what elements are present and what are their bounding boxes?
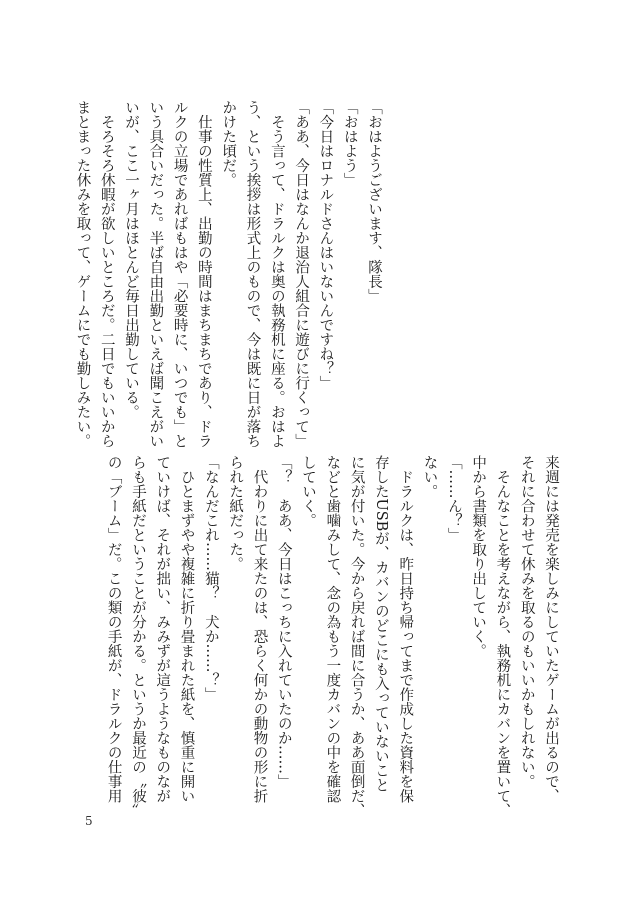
text-line: 「ああ、今日はなんか退治人組合に遊びに行くって」 — [293, 100, 310, 448]
text-line: まとまった休みを取って、ゲームにでも勤しみたい。 — [74, 100, 91, 448]
text-line: ルクの立場であればもはや「必要時に、いつでも」と — [171, 100, 188, 448]
text-line: かけた頃だ。 — [220, 100, 237, 187]
text-line: 存したUSBが、カバンのどこにも入っていないこと — [372, 455, 389, 793]
text-line: そう言って、ドラルクは奥の執務机に座る。おはよ — [268, 100, 285, 448]
text-line: いう具合いだった。半ば自由出勤といえば聞こえがい — [147, 100, 164, 448]
text-line: 代わりに出て来たのは、恐らく何かの動物の形に折 — [251, 455, 268, 803]
text-block-bottom — [78, 455, 563, 818]
text-line: ていけば、それが拙い、みみずが這うようなものなが — [154, 455, 171, 803]
text-line: 「なんだこれ……猫？ 犬か……？」 — [202, 455, 219, 702]
text-block-top — [66, 100, 386, 448]
text-line: していく。 — [300, 455, 317, 528]
text-line: らも手紙だということが分かる。というか最近の〝彼〟 — [129, 455, 146, 818]
text-line: られた紙だった。 — [227, 455, 244, 571]
text-line: 「……ん？」 — [445, 455, 462, 542]
text-line: ドラルクは、昨日持ち帰ってまで作成した資料を保 — [397, 455, 414, 803]
text-line: そんなことを考えながら、執務机にカバンを置いて、 — [494, 455, 511, 818]
text-line: いが、ここ一ヶ月はほとんど毎日出勤している。 — [123, 100, 140, 419]
text-line: 「今日はロナルドさんはいないんですね？」 — [317, 100, 334, 390]
text-line: に気が付いた。今から戻れば間に合うか、ああ面倒だ、 — [348, 455, 365, 818]
text-line: などと歯噛みして、念の為もう一度カバンの中を確認 — [324, 455, 341, 803]
page-number: 5 — [85, 814, 93, 828]
text-line: そろそろ休暇が欲しいところだ。二日でもいいから — [98, 100, 115, 448]
text-line: 「？ ああ、今日はこっちに入れていたのか……」 — [275, 455, 292, 789]
text-line: う、という挨拶は形式上のもので、今は既に日が落ち — [244, 100, 261, 448]
text-line: 来週には発売を楽しみにしていたゲームが出るので、 — [543, 455, 559, 803]
text-line: 「おはよう」 — [341, 100, 358, 187]
text-line: の「ブーム」だ。この類の手紙が、ドラルクの仕事用 — [105, 455, 122, 803]
text-line: ひとまずやや複雑に折り畳まれた紙を、慎重に開い — [178, 455, 195, 803]
text-line: 「おはようございます、隊長」 — [366, 100, 382, 303]
text-line: ない。 — [421, 455, 438, 499]
text-line: 中から書類を取り出していく。 — [470, 455, 487, 658]
text-line: 仕事の性質上、出勤の時間はまちまちであり、ドラ — [195, 100, 212, 448]
text-line: それに合わせて休みを取るのもいいかもしれない。 — [518, 455, 535, 789]
